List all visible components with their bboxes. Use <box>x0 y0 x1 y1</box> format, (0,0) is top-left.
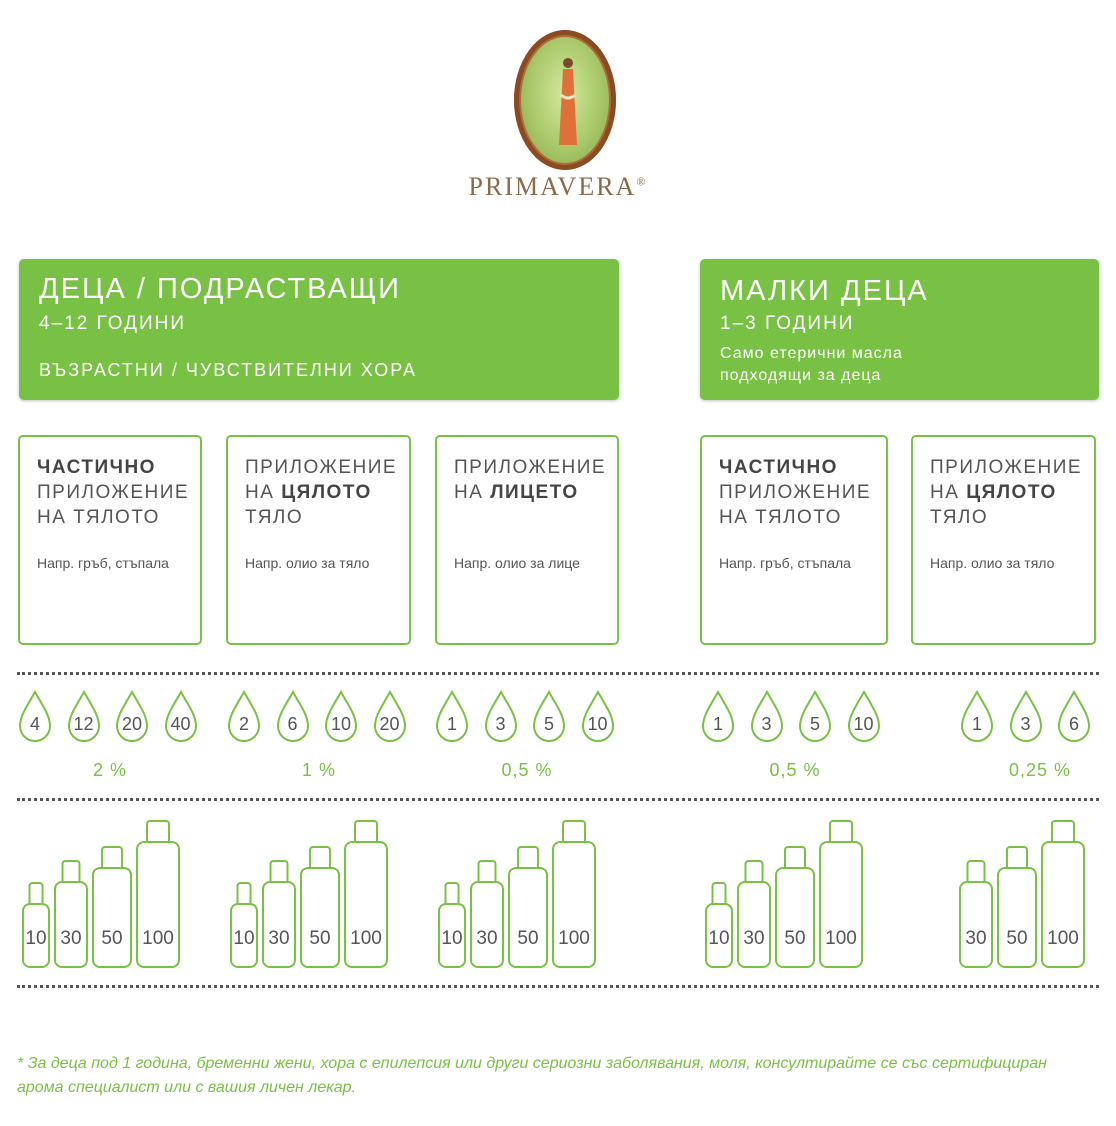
header-children-teens <box>19 259 619 400</box>
bottle-volume: 50 <box>517 928 539 949</box>
drop-icon <box>580 690 616 744</box>
drop-icon <box>66 690 102 744</box>
bottle-30ml-icon <box>54 860 88 968</box>
bottle-10ml-icon <box>438 882 466 968</box>
card-whole-body-small <box>911 435 1096 645</box>
drop-count: 6 <box>287 714 298 734</box>
card-partial-body <box>18 435 202 645</box>
drop-count: 4 <box>29 714 40 734</box>
drop-icon <box>1056 690 1092 744</box>
header-note: Само етерични масла подходящи за деца <box>720 345 903 384</box>
bottle-volume: 30 <box>60 928 82 949</box>
drop-icon <box>700 690 736 744</box>
bottle-volume: 30 <box>965 928 987 949</box>
drop-icon <box>1008 690 1044 744</box>
bottle-50ml-icon <box>997 846 1037 968</box>
card-example: Напр. олио за лице <box>454 555 580 571</box>
brand-name: PRIMAVERA® <box>468 172 648 201</box>
bottle-volume: 100 <box>558 928 590 949</box>
bottle-10ml-icon <box>705 882 733 968</box>
header-subtitle: 4–12 ГОДИНИ <box>39 313 187 334</box>
drop-count: 20 <box>379 714 400 734</box>
drop-icon <box>226 690 262 744</box>
drop-count: 40 <box>170 714 191 734</box>
drop-icon <box>372 690 408 744</box>
drop-count: 5 <box>543 714 554 734</box>
drop-count: 20 <box>121 714 143 734</box>
card-title: ПРИЛОЖЕНИЕ НА ЦЯЛОТО ТЯЛО <box>245 457 398 528</box>
card-example: Напр. гръб, стъпала <box>37 555 169 571</box>
card-whole-body <box>226 435 411 645</box>
dilution-percent: 0,5 % <box>501 760 553 780</box>
drop-icon <box>531 690 567 744</box>
drop-count: 2 <box>238 714 249 734</box>
drop-icon <box>797 690 833 744</box>
header-small-children <box>700 259 1099 400</box>
bottle-30ml-icon <box>959 860 993 968</box>
drop-count: 6 <box>1068 714 1079 734</box>
bottle-30ml-icon <box>737 860 771 968</box>
drop-icon <box>114 690 150 744</box>
bottle-100ml-icon <box>136 820 180 968</box>
bottle-volume: 30 <box>743 928 765 949</box>
footnote: * За деца под 1 година, бременни жени, хора с епилепсия или други сериозни заболявания, моля, консултирайте се със сертифициран арома специалист или с вашия личен лекар. <box>17 1055 1047 1096</box>
dotted-divider <box>17 798 1099 801</box>
card-partial-body-small <box>700 435 888 645</box>
drop-icon <box>163 690 199 744</box>
bottle-volume: 10 <box>233 928 255 949</box>
drop-icon <box>959 690 995 744</box>
card-title: ПРИЛОЖЕНИЕ НА ЛИЦЕТО <box>454 457 607 503</box>
bottle-volume: 50 <box>784 928 806 949</box>
drop-icon <box>275 690 311 744</box>
bottle-50ml-icon <box>300 846 340 968</box>
bottle-volume: 100 <box>350 928 382 949</box>
drop-icon <box>323 690 359 744</box>
bottle-30ml-icon <box>262 860 296 968</box>
bottle-100ml-icon <box>819 820 863 968</box>
dilution-percent: 0,25 % <box>1008 760 1072 780</box>
drop-count: 1 <box>712 714 723 734</box>
card-title: ЧАСТИЧНО ПРИЛОЖЕНИЕ НА ТЯЛОТО <box>719 457 872 528</box>
dilution-percent: 2 % <box>92 760 128 780</box>
drop-count: 1 <box>446 714 457 734</box>
bottle-100ml-icon <box>1041 820 1085 968</box>
drop-count: 1 <box>971 714 982 734</box>
drop-count: 5 <box>809 714 820 734</box>
dotted-divider <box>17 672 1099 675</box>
bottle-volume: 30 <box>268 928 290 949</box>
drop-count: 10 <box>330 714 352 734</box>
drop-count: 3 <box>761 714 772 734</box>
header-title: ДЕЦА / ПОДРАСТВАЩИ <box>39 273 401 305</box>
bottle-volume: 50 <box>309 928 331 949</box>
bottle-volume: 30 <box>476 928 498 949</box>
bottle-volume: 10 <box>708 928 730 949</box>
card-example: Напр. олио за тяло <box>245 555 370 571</box>
bottle-50ml-icon <box>508 846 548 968</box>
bottle-100ml-icon <box>344 820 388 968</box>
dilution-percent: 0,5 % <box>769 760 821 780</box>
drop-count: 10 <box>853 714 874 734</box>
drop-count: 3 <box>495 714 506 734</box>
bottle-10ml-icon <box>230 882 258 968</box>
header-title: МАЛКИ ДЕЦА <box>720 275 929 307</box>
card-face <box>435 435 619 645</box>
drop-count: 12 <box>73 714 94 734</box>
card-example: Напр. гръб, стъпала <box>719 555 851 571</box>
dilution-percent: 1 % <box>301 760 337 780</box>
header-subtitle: 1–3 ГОДИНИ <box>720 313 855 334</box>
header-note: ВЪЗРАСТНИ / ЧУВСТВИТЕЛНИ ХОРА <box>39 360 418 380</box>
drop-icon <box>749 690 785 744</box>
bottle-10ml-icon <box>22 882 50 968</box>
bottle-50ml-icon <box>775 846 815 968</box>
drop-icon <box>846 690 882 744</box>
bottle-30ml-icon <box>470 860 504 968</box>
card-title: ЧАСТИЧНО ПРИЛОЖЕНИЕ НА ТЯЛОТО <box>37 457 190 528</box>
primavera-logo <box>514 30 616 170</box>
bottle-volume: 10 <box>441 928 463 949</box>
bottle-volume: 50 <box>101 928 123 949</box>
drop-icon <box>434 690 470 744</box>
bottle-50ml-icon <box>92 846 132 968</box>
card-title: ПРИЛОЖЕНИЕ НА ЦЯЛОТО ТЯЛО <box>930 457 1083 528</box>
bottle-volume: 100 <box>142 928 174 949</box>
bottle-volume: 100 <box>1047 928 1079 949</box>
logo-figure-icon <box>557 55 579 151</box>
dotted-divider <box>17 985 1099 988</box>
bottle-volume: 100 <box>825 928 857 949</box>
bottle-volume: 10 <box>25 928 47 949</box>
drop-icon <box>483 690 519 744</box>
drop-count: 10 <box>587 714 608 734</box>
drop-icon <box>17 690 53 744</box>
bottle-100ml-icon <box>552 820 596 968</box>
bottle-volume: 50 <box>1006 928 1028 949</box>
drop-count: 3 <box>1020 714 1031 734</box>
card-example: Напр. олио за тяло <box>930 555 1055 571</box>
